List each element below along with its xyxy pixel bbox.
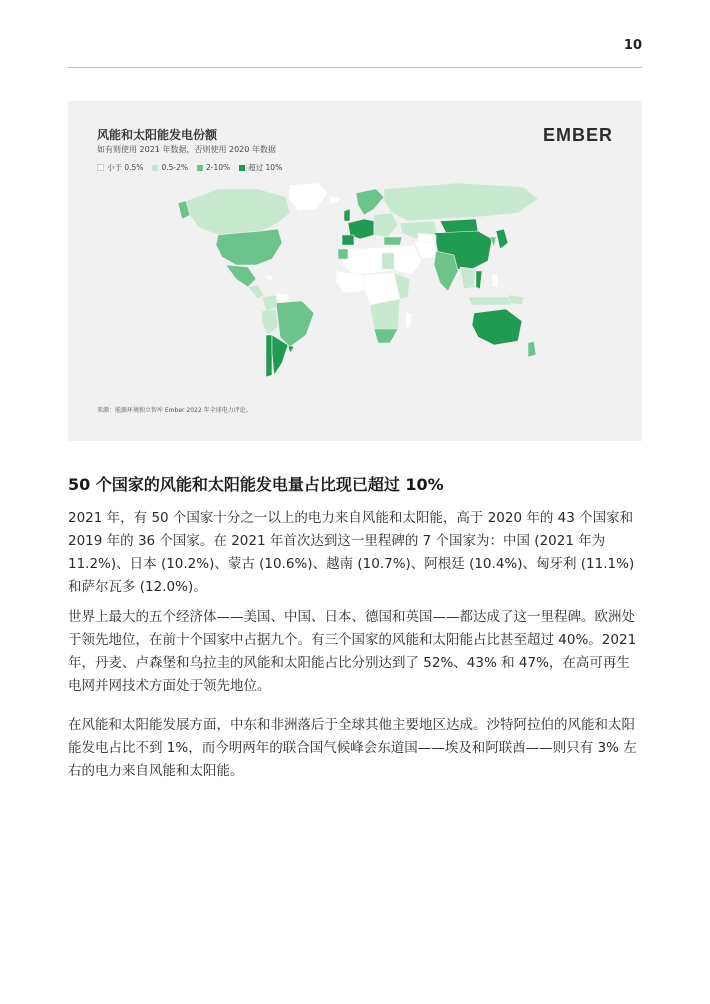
paragraph: 2021 年，有 50 个国家十分之一以上的电力来自风能和太阳能，高于 2020 年的 43 个国家和 2019 年的 36 个国家。在 2021 年首次达到这一里程碑的 7 个国家为：中国 (2021 年为 11.2%)、日本 (10.2%)、蒙古 (10.6%)、越南 (10.7%)、阿根廷 (10.4%)、匈牙利 (11.1%) 和萨尔瓦多 (12.0%)。	[68, 510, 635, 595]
region-usa	[216, 229, 282, 265]
region-peru	[262, 309, 278, 335]
region-uk	[344, 209, 350, 221]
legend-label: 0.5-2%	[161, 163, 188, 172]
ember-logo: EMBER	[542, 125, 613, 145]
region-mexico	[226, 265, 256, 287]
region-india	[434, 251, 458, 291]
region-central-asia	[418, 233, 436, 243]
region-middle-east	[390, 245, 422, 275]
region-greenland	[288, 183, 328, 211]
legend-item	[239, 162, 282, 173]
legend-swatch	[97, 164, 104, 171]
region-japan	[496, 229, 508, 249]
legend-swatch	[152, 165, 158, 171]
map-legend	[97, 162, 282, 173]
legend-label: 小于 0.5%	[107, 163, 144, 172]
figure-source: 来源：能源环境独立智库 Ember 2022 年全球电力评论。	[97, 407, 252, 414]
legend-item	[97, 162, 143, 173]
region-morocco	[338, 249, 348, 259]
region-chile	[266, 335, 272, 377]
region-indonesia	[468, 297, 512, 305]
region-vietnam	[476, 271, 482, 289]
legend-swatch	[239, 165, 245, 171]
figure-subtitle: 如有则使用 2021 年数据，否则使用 2020 年数据	[97, 145, 276, 154]
region-australia	[472, 309, 522, 345]
region-egypt	[382, 253, 394, 269]
legend-item	[152, 162, 188, 173]
legend-label: 超过 10%	[248, 163, 283, 172]
region-new-zealand	[528, 341, 536, 357]
header-divider	[68, 67, 642, 68]
region-iberia	[342, 235, 354, 245]
region-canada	[186, 189, 290, 235]
paragraph: 在风能和太阳能发展方面，中东和非洲落后于全球其他主要地区达成。沙特阿拉伯的风能和太阳能发电占比不到 1%，而今明两年的联合国气候峰会东道国——埃及和阿联酋——则只有 3% 左右的电力来自风能和太阳能。	[68, 717, 637, 779]
legend-item	[197, 162, 230, 173]
region-philippines	[492, 275, 498, 287]
map-figure	[68, 101, 642, 441]
region-central-america	[248, 285, 264, 299]
page-number: 10	[623, 38, 642, 53]
section-heading: 50 个国家的风能和太阳能发电量占比现已超过 10%	[68, 475, 444, 494]
region-madagascar	[406, 313, 412, 327]
region-eastern-europe	[374, 213, 398, 237]
region-mongolia	[440, 219, 478, 233]
region-turkey	[384, 237, 402, 245]
region-uruguay	[288, 345, 294, 353]
region-colombia	[262, 295, 278, 311]
region-caribbean	[264, 275, 274, 281]
figure-title: 风能和太阳能发电份额	[97, 128, 218, 142]
region-southeast-asia	[460, 267, 476, 289]
region-south-africa	[374, 329, 398, 343]
world-map	[178, 179, 548, 379]
paragraph: 世界上最大的五个经济体——美国、中国、日本、德国和英国——都达成了这一里程碑。欧洲处于领先地位，在前十个国家中占据九个。有三个国家的风能和太阳能占比甚至超过 40%。2021 年，丹麦、卢森堡和乌拉圭的风能和太阳能占比分别达到了 52%、43% 和 47%，在高可再生电网并网技术方面处于领先地位。	[68, 609, 637, 694]
region-brazil	[276, 301, 314, 347]
legend-label: 2-10%	[206, 163, 231, 172]
region-scandinavia	[356, 189, 384, 215]
region-russia	[384, 183, 538, 221]
legend-swatch	[197, 165, 203, 171]
region-iceland	[330, 197, 340, 203]
